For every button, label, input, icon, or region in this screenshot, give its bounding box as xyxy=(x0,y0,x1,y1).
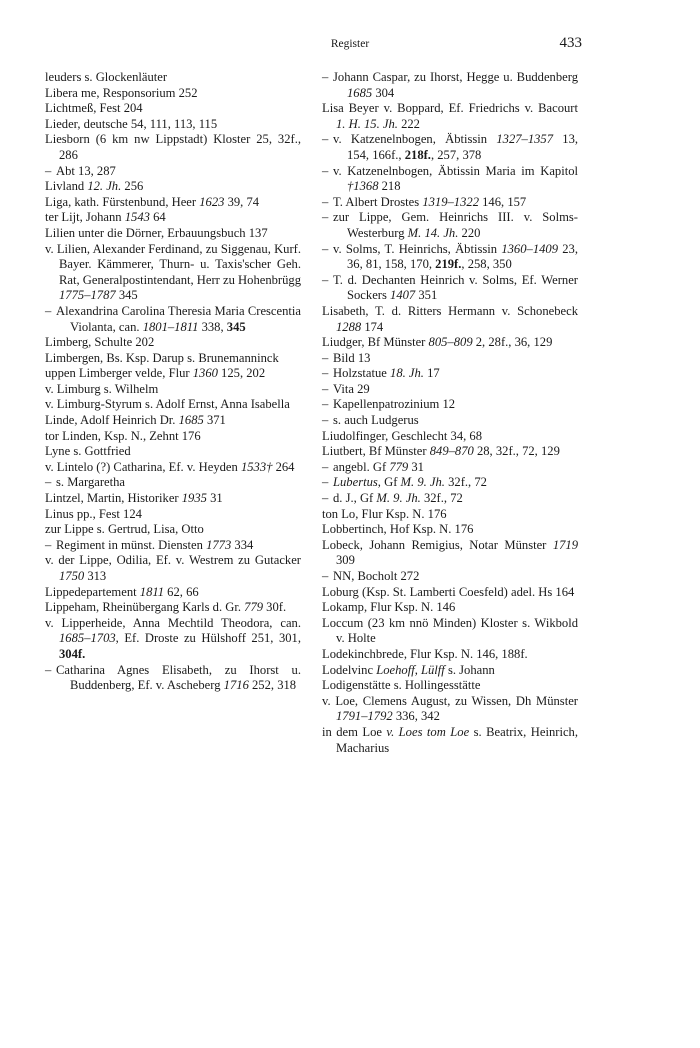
entry-text: zur Lippe, Gem. Heinrichs III. v. Solms-Westerburg xyxy=(333,210,578,240)
entry-text: 779 xyxy=(244,600,264,615)
entry-text: 1811 xyxy=(139,584,165,599)
subentry-dash: – xyxy=(45,163,52,178)
entry-text: uppen Limberger velde, Flur xyxy=(45,366,193,381)
entry-text: s. Margaretha xyxy=(56,475,126,490)
subentry-dash: – xyxy=(45,662,52,677)
index-subentry xyxy=(322,195,578,211)
entry-text: 1719 xyxy=(552,537,578,552)
index-entry xyxy=(45,382,301,398)
index-entry xyxy=(322,429,578,445)
entry-text: Liudolfinger, Geschlecht 34, 68 xyxy=(322,428,483,443)
entry-text: v. Katzenelnbogen, Äbtissin xyxy=(333,132,497,147)
entry-text: Vita 29 xyxy=(333,381,370,396)
entry-text: 1288 xyxy=(336,319,362,334)
index-subentry xyxy=(322,351,578,367)
entry-text: 1801–1811 xyxy=(142,319,199,334)
entry-text: Bild 13 xyxy=(333,350,371,365)
index-column-right xyxy=(322,70,578,756)
entry-text: T. d. Dechanten Heinrich v. Solms, Ef. Werner Sockers xyxy=(333,272,578,303)
entry-text: 1543 xyxy=(124,210,150,225)
index-entry xyxy=(322,335,578,351)
index-entry xyxy=(322,694,578,725)
entry-text: Liudger, Bf Münster xyxy=(322,335,429,350)
entry-text: Abt 13, 287 xyxy=(56,163,116,178)
entry-text: v. Lipperheide, Anna Mechtild Theodora, can. xyxy=(45,615,301,630)
index-entry xyxy=(45,70,301,86)
entry-text: v. Lilien, Alexander Ferdinand, zu Siggenau, Kurf. Bayer. Kämmerer, Thurn- u. Taxis'scher Geh. Rat, Generalpostintendant, Herr zu Hohenbrügg xyxy=(45,241,302,287)
subentry-dash: – xyxy=(322,491,329,506)
entry-text: v. Loes tom Loe xyxy=(386,724,470,739)
entry-text: v. Limburg s. Wilhelm xyxy=(45,381,159,396)
entry-text: 1685 xyxy=(178,413,204,428)
entry-text: 256 xyxy=(121,179,144,194)
subentry-dash: – xyxy=(322,241,329,256)
entry-text: 336, 342 xyxy=(392,709,440,724)
index-entry xyxy=(45,507,301,523)
entry-text: Limberg, Schulte 202 xyxy=(45,335,155,350)
index-entry xyxy=(45,351,301,367)
index-entry xyxy=(322,600,578,616)
entry-text: Lodekinchbrede, Flur Ksp. N. 146, 188f. xyxy=(322,646,528,661)
entry-text: 174 xyxy=(361,319,384,334)
entry-text: v. Solms, T. Heinrichs, Äbtissin xyxy=(333,241,502,256)
entry-text: 1685 xyxy=(347,85,373,100)
entry-text: 2, 28f., 36, 129 xyxy=(472,335,553,350)
index-entry xyxy=(45,522,301,538)
entry-text: 779 xyxy=(389,459,409,474)
index-entry xyxy=(322,507,578,523)
index-entry xyxy=(45,444,301,460)
index-subentry xyxy=(45,475,301,491)
index-subentry xyxy=(322,132,578,163)
entry-text: 338, xyxy=(198,319,227,334)
entry-text: 309 xyxy=(336,553,355,568)
entry-text: 218 xyxy=(378,179,401,194)
entry-text: Lodelvinc xyxy=(322,662,377,677)
index-subentry xyxy=(322,382,578,398)
entry-text: Lobeck, Johann Remigius, Notar Münster xyxy=(322,537,553,552)
entry-text: 1. H. 15. Jh. xyxy=(336,116,398,131)
index-entry xyxy=(45,101,301,117)
subentry-dash: – xyxy=(322,459,329,474)
index-entry xyxy=(45,413,301,429)
entry-text: 32f., 72 xyxy=(444,475,487,490)
entry-text: 805–809 xyxy=(428,335,473,350)
entry-text: 146, 157 xyxy=(478,194,527,209)
entry-text: v. Lintelo (?) Catharina, Ef. v. Heyden xyxy=(45,459,241,474)
entry-text: 31 xyxy=(206,491,223,506)
index-entry xyxy=(45,460,301,476)
entry-text: Liga, kath. Fürstenbund, Heer xyxy=(45,194,200,209)
entry-text: d. J., Gf xyxy=(333,491,377,506)
index-entry xyxy=(45,366,301,382)
entry-text: 1773 xyxy=(206,537,232,552)
entry-text: , Gf xyxy=(377,475,401,490)
entry-text: Libera me, Responsorium 252 xyxy=(45,85,198,100)
entry-text: 218f. xyxy=(404,147,431,162)
index-entry xyxy=(45,335,301,351)
entry-text: Lobbertinch, Hof Ksp. N. 176 xyxy=(322,522,474,537)
entry-text: 304 xyxy=(372,85,395,100)
entry-text: 12. Jh. xyxy=(87,179,122,194)
entry-text: ton Lo, Flur Ksp. N. 176 xyxy=(322,506,447,521)
subentry-dash: – xyxy=(322,413,329,428)
entry-text: Livland xyxy=(45,179,88,194)
entry-text: Lubertus xyxy=(333,475,378,490)
index-subentry xyxy=(322,413,578,429)
entry-text: 1750 xyxy=(59,569,85,583)
entry-text: s. auch Ludgerus xyxy=(333,413,419,428)
entry-text: 252, 318 xyxy=(248,678,297,693)
entry-text: Lilien unter die Dörner, Erbauungsbuch 137 xyxy=(45,225,268,240)
entry-text: 313 xyxy=(84,569,107,583)
entry-text: M. 9. Jh. xyxy=(376,491,421,506)
index-entry xyxy=(322,538,578,569)
entry-text: 1791–1792 xyxy=(336,709,393,724)
entry-text: Liesborn (6 km nw Lippstadt) Kloster 25, 32f., 286 xyxy=(45,132,301,162)
entry-text: 17 xyxy=(423,366,440,381)
entry-text: M. 14. Jh. xyxy=(407,225,459,240)
index-entry xyxy=(322,444,578,460)
entry-text: leuders s. Glockenläuter xyxy=(45,70,168,84)
index-entry xyxy=(45,179,301,195)
entry-text: 220 xyxy=(458,225,481,240)
subentry-dash: – xyxy=(45,303,52,318)
index-subentry xyxy=(322,569,578,585)
entry-text: 1623 xyxy=(199,194,225,209)
subentry-dash: – xyxy=(322,350,329,365)
index-subentry xyxy=(322,397,578,413)
entry-text: Lodigenstätte s. Hollingesstätte xyxy=(322,678,481,693)
entry-text: 39, 74 xyxy=(224,194,260,209)
index-subentry xyxy=(322,491,578,507)
entry-text: Limbergen, Bs. Ksp. Darup s. Brunemanninck xyxy=(45,350,279,365)
entry-text: Lichtmeß, Fest 204 xyxy=(45,101,143,116)
entry-text: 1319–1322 xyxy=(422,194,479,209)
entry-text: 222 xyxy=(397,116,420,131)
index-entry xyxy=(45,600,301,616)
entry-text: 1360–1409 xyxy=(501,241,558,256)
entry-text: in dem Loe xyxy=(322,724,387,739)
index-subentry xyxy=(322,273,578,304)
entry-text: Lisabeth, T. d. Ritters Hermann v. Schonebeck xyxy=(322,303,578,318)
entry-text: 1775–1787 xyxy=(59,288,116,303)
entry-text: 62, 66 xyxy=(164,584,199,599)
entry-text: Lieder, deutsche 54, 111, 113, 115 xyxy=(45,116,218,131)
entry-text: v. Katzenelnbogen, Äbtissin Maria im Kapitol xyxy=(333,163,578,178)
index-entry xyxy=(45,616,301,663)
entry-text: Lokamp, Flur Ksp. N. 146 xyxy=(322,600,456,615)
index-entry xyxy=(45,195,301,211)
entry-text: Lintzel, Martin, Historiker xyxy=(45,491,182,506)
entry-text: Regiment in münst. Diensten xyxy=(56,537,207,552)
entry-text: Holzstatue xyxy=(333,366,391,381)
entry-text: zur Lippe s. Gertrud, Lisa, Otto xyxy=(45,522,204,537)
entry-text: Liutbert, Bf Münster xyxy=(322,444,430,459)
entry-text: s. Beatrix, Heinrich, Macharius xyxy=(336,724,578,755)
index-entry xyxy=(45,86,301,102)
index-entry xyxy=(322,725,578,756)
entry-text: Alexandrina Carolina Theresia Maria Crescentia Violanta, can. xyxy=(56,303,301,334)
index-subentry xyxy=(322,70,578,101)
subentry-dash: – xyxy=(322,194,329,209)
entry-text: 345 xyxy=(115,288,138,303)
subentry-dash: – xyxy=(322,569,329,583)
index-entry xyxy=(45,242,301,304)
entry-text: 219f. xyxy=(435,257,462,272)
running-title: Register xyxy=(330,38,370,50)
entry-text: v. der Lippe, Odilia, Ef. v. Westrem zu Gutacker xyxy=(45,553,301,568)
subentry-dash: – xyxy=(45,537,52,552)
entry-text: 13, 154, 166f., xyxy=(347,132,579,162)
index-entry xyxy=(322,522,578,538)
index-entry xyxy=(45,553,301,584)
entry-text: Lyne s. Gottfried xyxy=(45,444,131,459)
entry-text: 1716 xyxy=(223,678,249,693)
entry-text: , Ef. Droste zu Hülshoff 251, 301, xyxy=(115,631,301,646)
entry-text: Lisa Beyer v. Boppard, Ef. Friedrichs v. Bacourt xyxy=(322,101,578,116)
entry-text: Loccum (23 km nnö Minden) Kloster s. Wikbold v. Holte xyxy=(322,615,578,646)
entry-text: Lippedepartement xyxy=(45,584,140,599)
entry-text: Loburg (Ksp. St. Lamberti Coesfeld) adel. Hs 164 xyxy=(322,584,575,599)
index-subentry xyxy=(322,164,578,195)
subentry-dash: – xyxy=(45,475,52,490)
entry-text: Kapellenpatrozinium 12 xyxy=(333,397,456,412)
entry-text: Linus pp., Fest 124 xyxy=(45,506,142,521)
entry-text: 1327–1357 xyxy=(496,132,554,147)
subentry-dash: – xyxy=(322,163,329,178)
entry-text: s. Johann xyxy=(444,662,495,677)
entry-text: T. Albert Drostes xyxy=(333,194,423,209)
entry-text: v. Limburg-Styrum s. Adolf Ernst, Anna Isabella xyxy=(45,397,290,412)
entry-text: 345 xyxy=(226,319,246,334)
index-column-left xyxy=(45,70,301,694)
index-entry xyxy=(45,117,301,133)
subentry-dash: – xyxy=(322,366,329,381)
entry-text: 125, 202 xyxy=(217,366,266,381)
index-entry xyxy=(45,491,301,507)
index-subentry xyxy=(322,366,578,382)
entry-text: 1685–1703 xyxy=(59,631,116,646)
index-entry xyxy=(322,304,578,335)
index-subentry xyxy=(45,304,301,335)
index-entry xyxy=(322,101,578,132)
entry-text: v. Loe, Clemens August, zu Wissen, Dh Münster xyxy=(322,693,578,708)
entry-text: 351 xyxy=(415,288,438,303)
entry-text: 371 xyxy=(203,413,226,428)
index-entry xyxy=(45,429,301,445)
entry-text: 32f., 72 xyxy=(420,491,463,506)
index-subentry xyxy=(45,663,301,694)
entry-text: angebl. Gf xyxy=(333,459,390,474)
index-entry xyxy=(322,647,578,663)
index-entry xyxy=(45,585,301,601)
entry-text: 28, 32f., 72, 129 xyxy=(473,444,560,459)
entry-text: 334 xyxy=(231,537,254,552)
entry-text: 1407 xyxy=(390,288,416,303)
entry-text: 18. Jh. xyxy=(390,366,424,381)
entry-text: 264 xyxy=(272,459,295,474)
entry-text: , 258, 350 xyxy=(461,257,512,272)
subentry-dash: – xyxy=(322,70,329,84)
entry-text: 304f. xyxy=(59,646,86,661)
index-entry xyxy=(322,678,578,694)
entry-text: 1533† xyxy=(240,459,273,474)
index-subentry xyxy=(322,475,578,491)
index-entry xyxy=(45,397,301,413)
entry-text: Loehoff, Lülff xyxy=(376,662,445,677)
entry-text: Johann Caspar, zu Ihorst, Hegge u. Buddenberg xyxy=(333,70,578,84)
entry-text: M. 9. Jh. xyxy=(400,475,445,490)
page-number: 433 xyxy=(559,35,582,51)
index-entry xyxy=(322,616,578,647)
entry-text: 30f. xyxy=(263,600,287,615)
index-entry xyxy=(45,226,301,242)
entry-text: 1935 xyxy=(181,491,207,506)
index-subentry xyxy=(322,210,578,241)
entry-text: †1368 xyxy=(347,179,379,194)
entry-text: NN, Bocholt 272 xyxy=(333,569,420,583)
subentry-dash: – xyxy=(322,475,329,490)
entry-text: Lippeham, Rheinübergang Karls d. Gr. xyxy=(45,600,245,615)
index-subentry xyxy=(45,538,301,554)
index-subentry xyxy=(45,164,301,180)
subentry-dash: – xyxy=(322,397,329,412)
entry-text: 849–870 xyxy=(429,444,474,459)
index-subentry xyxy=(322,242,578,273)
running-head xyxy=(0,35,700,54)
subentry-dash: – xyxy=(322,272,329,287)
entry-text: 1360 xyxy=(192,366,218,381)
entry-text: 31 xyxy=(408,459,424,474)
index-entry xyxy=(45,132,301,163)
entry-text: Linde, Adolf Heinrich Dr. xyxy=(45,413,179,428)
entry-text: 23, 36, 81, 158, 170, xyxy=(347,241,578,272)
subentry-dash: – xyxy=(322,210,329,225)
entry-text: , 257, 378 xyxy=(430,147,482,162)
index-subentry xyxy=(322,460,578,476)
entry-text: tor Linden, Ksp. N., Zehnt 176 xyxy=(45,428,201,443)
subentry-dash: – xyxy=(322,132,329,147)
index-entry xyxy=(45,210,301,226)
entry-text: 64 xyxy=(149,210,166,225)
entry-text: ter Lijt, Johann xyxy=(45,210,125,225)
entry-text: Catharina Agnes Elisabeth, zu Ihorst u. Buddenberg, Ef. v. Ascheberg xyxy=(56,662,301,693)
subentry-dash: – xyxy=(322,381,329,396)
index-entry xyxy=(322,585,578,601)
index-entry xyxy=(322,663,578,679)
